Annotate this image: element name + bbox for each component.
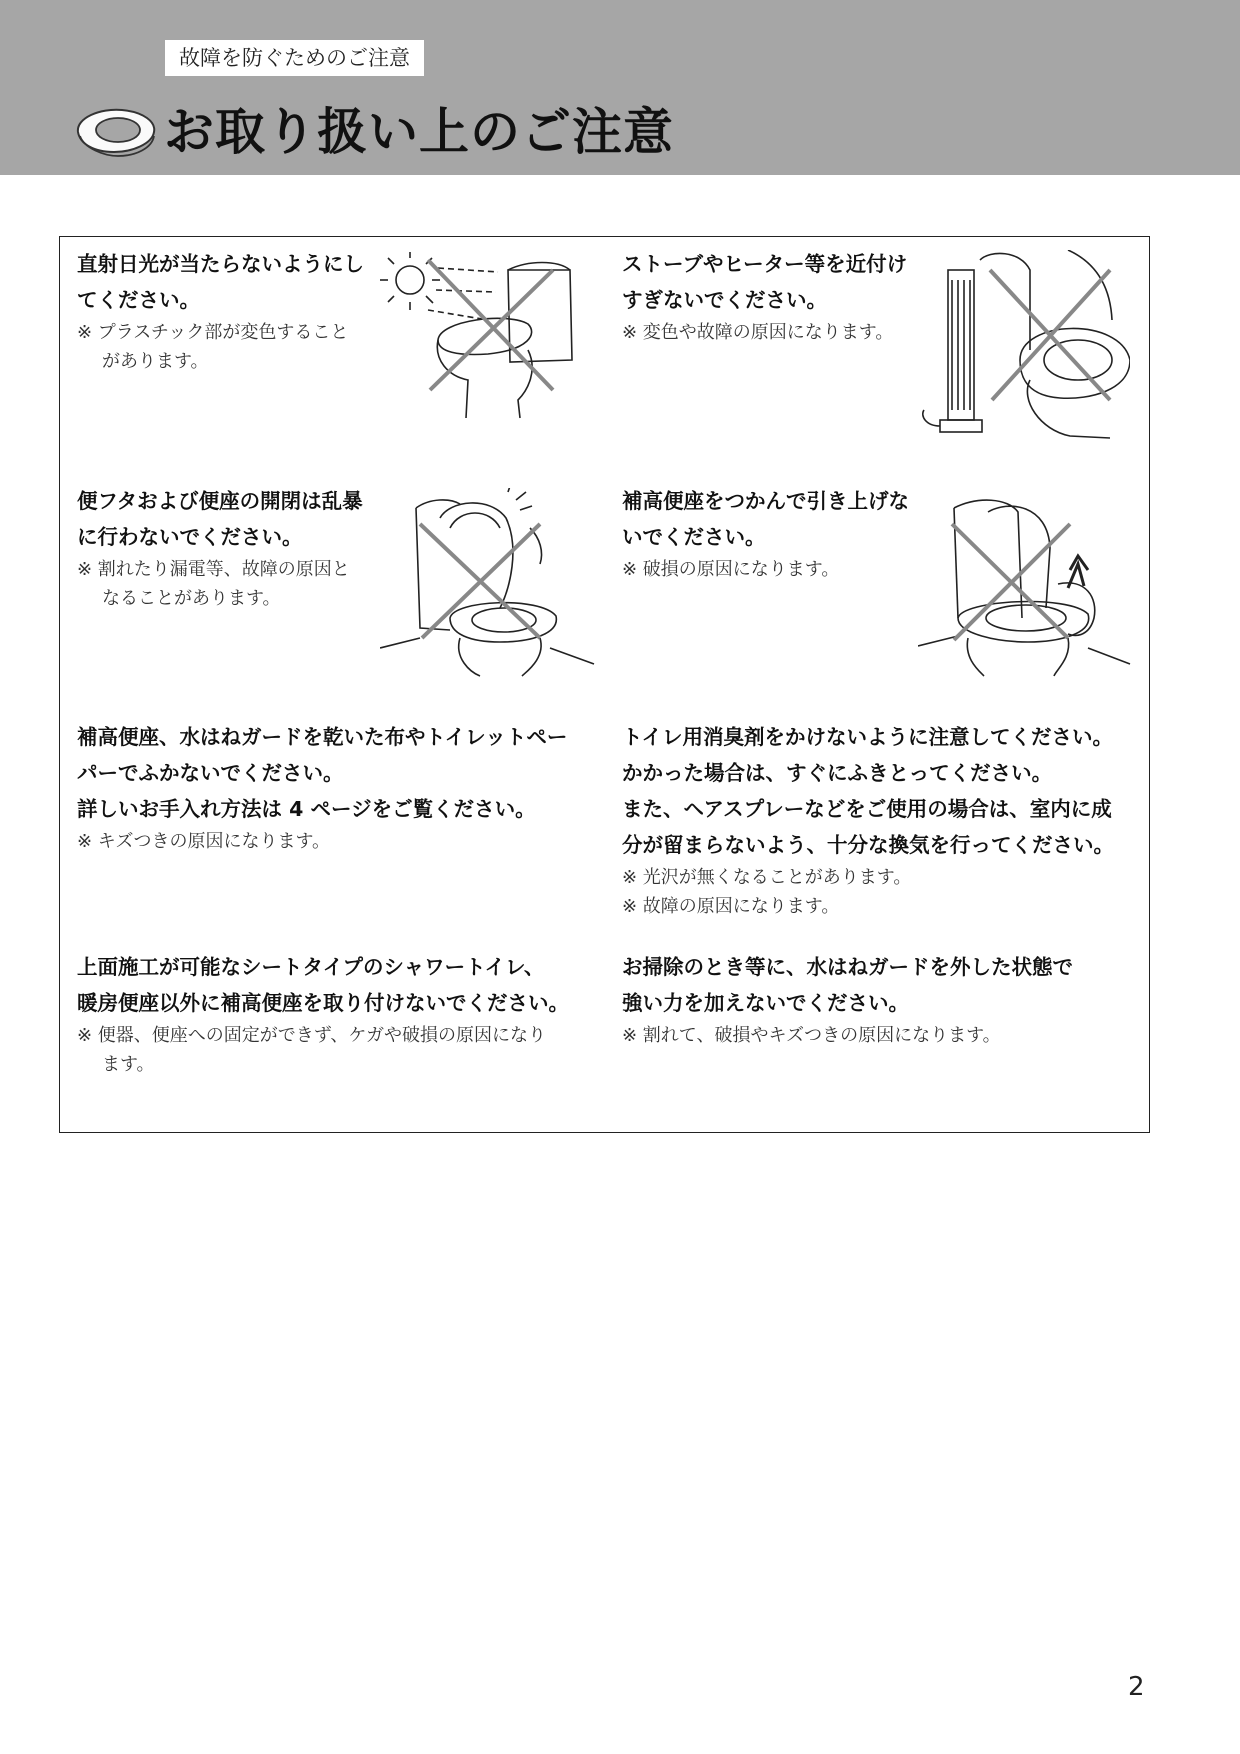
caution-text: 分が留まらないよう、十分な換気を行ってください。 [622, 833, 1114, 857]
section-subtitle: 故障を防ぐためのご注意 [165, 40, 424, 76]
caution-heater [622, 246, 907, 347]
caution-text: 強い力を加えないでください。 [622, 991, 909, 1015]
lift-seat-illustration [918, 488, 1132, 678]
toilet-seat-icon [74, 102, 158, 158]
caution-text: かかった場合は、すぐにふきとってください。 [622, 761, 1053, 785]
caution-compatibility [77, 949, 569, 1079]
caution-cleaning-cloth [77, 719, 567, 856]
caution-text: ストーブやヒーター等を近付け [622, 252, 908, 276]
caution-lid [77, 483, 363, 613]
caution-text: 上面施工が可能なシートタイプのシャワートイレ、 [77, 955, 545, 979]
caution-sunlight [77, 246, 364, 376]
caution-note: ※ 破損の原因になります。 [622, 559, 840, 580]
caution-text: 直射日光が当たらないようにし [77, 252, 364, 276]
caution-text: パーでふかないでください。 [77, 761, 344, 785]
caution-text: 補高便座をつかんで引き上げな [622, 489, 909, 513]
caution-note: があります。 [102, 351, 209, 372]
caution-deodorant [622, 719, 1114, 921]
lid-slam-illustration [380, 488, 596, 678]
caution-note: ※ プラスチック部が変色すること [77, 322, 349, 343]
caution-text: いでください。 [622, 525, 766, 549]
page-title: お取り扱い上のご注意 [164, 103, 674, 161]
caution-note: ※ キズつきの原因になります。 [77, 831, 331, 852]
caution-text: また、ヘアスプレーなどをご使用の場合は、室内に成 [622, 797, 1112, 821]
caution-guard-force [622, 949, 1073, 1050]
caution-note: ※ 変色や故障の原因になります。 [622, 322, 894, 343]
caution-note: ※ 割れて、破損やキズつきの原因になります。 [622, 1025, 1001, 1046]
toilet-sunlight-illustration [378, 250, 578, 422]
caution-lifting [622, 483, 909, 584]
caution-note: なることがあります。 [102, 588, 281, 609]
caution-note: ※ 便器、便座への固定ができず、ケガや破損の原因になり [77, 1025, 547, 1046]
caution-text: 便フタおよび便座の開閉は乱暴 [77, 489, 363, 513]
caution-text: お掃除のとき等に、水はねガードを外した状態で [622, 955, 1073, 979]
page-number: 2 [1128, 1672, 1145, 1702]
caution-note: ※ 故障の原因になります。 [622, 896, 840, 917]
caution-text: 暖房便座以外に補高便座を取り付けないでください。 [77, 991, 569, 1015]
heater-toilet-illustration [920, 250, 1130, 442]
caution-text: 補高便座、水はねガードを乾いた布やトイレットペー [77, 725, 568, 749]
caution-text: に行わないでください。 [77, 525, 303, 549]
caution-note: ※ 割れたり漏電等、故障の原因と [77, 559, 350, 580]
caution-text: トイレ用消臭剤をかけないように注意してください。 [622, 725, 1113, 749]
caution-text: てください。 [77, 288, 200, 312]
caution-note: ます。 [102, 1054, 155, 1075]
caution-note: ※ 光沢が無くなることがあります。 [622, 867, 912, 888]
caution-text: すぎないでください。 [622, 288, 827, 312]
caution-text: 詳しいお手入れ方法は 4 ページをご覧ください。 [77, 797, 536, 821]
